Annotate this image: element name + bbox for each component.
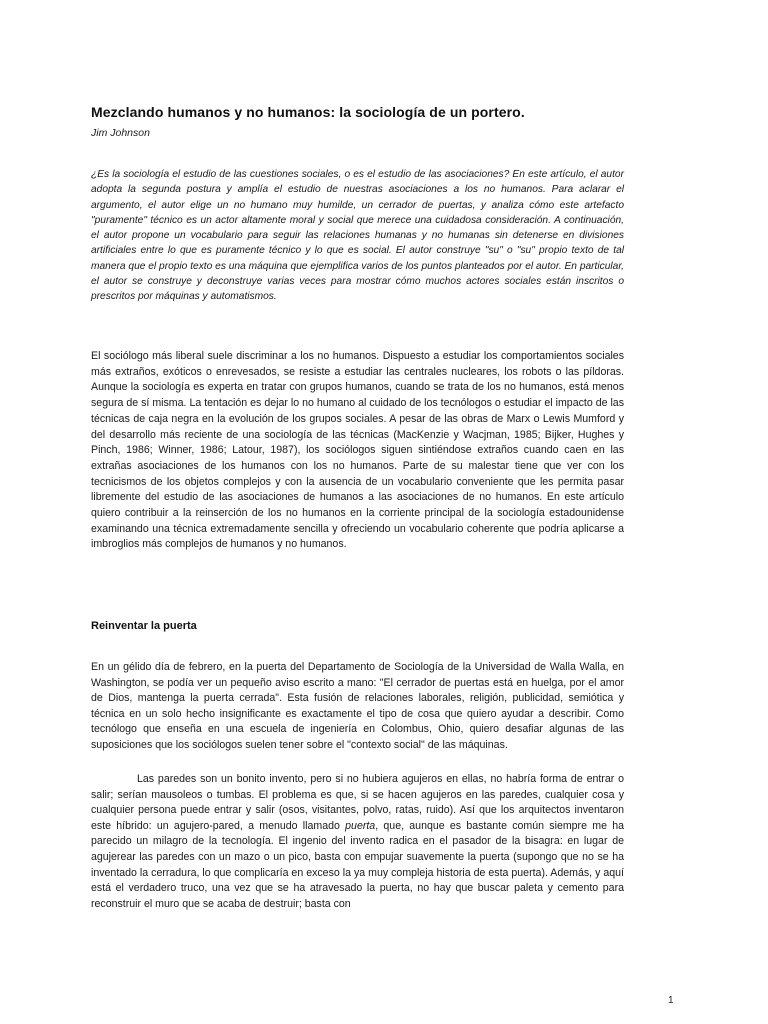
- body-paragraph-1: En un gélido día de febrero, en la puerta del Departamento de Sociología de la Universidad de Walla Walla, en Washington, se podía ver un pequeño aviso escrito a mano: "El cerrador de puertas está en huelga, por el amor de Dios, mantenga la puerta cerrada". Esta fusión de relaciones laborales, religión, publicidad, semiótica y técnica en un solo hecho insignificante es exactamente el tipo de cosa que quiero ayudar a describir. Como tecnólogo que enseña en una escuela de ingeniería en Colombus, Ohio, quiero desafiar algunas de las suposiciones que los sociólogos suelen tener sobre el "contexto social" de las máquinas.: [91, 661, 624, 751]
- intro-paragraph: El sociólogo más liberal suele discriminar a los no humanos. Dispuesto a estudiar los comportamientos sociales más extraños, exóticos o enrevesados, se resiste a estudiar las centrales nucleares, los robots o las píldoras. Aunque la sociología es experta en tratar con grupos humanos, cuando se trata de los no humanos, está menos segura de sí misma. La tentación es dejar lo no humano al cuidado de los tecnólogos o estudiar el impacto de las técnicas de caja negra en la evolución de los grupos sociales. A pesar de las obras de Marx o Lewis Mumford y del desarrollo más reciente de una sociología de las técnicas (MacKenzie y Wacjman, 1985; Bijker, Hughes y Pinch, 1986; Winner, 1986; Latour, 1987), los sociólogos siguen sintiéndose extraños cuando caen en las extrañas asociaciones de los humanos con los no humanos. Parte de su malestar tiene que ver con los tecnicismos de los objetos complejos y con la ausencia de un vocabulario conveniente que les permita pasar libremente del estudio de las asociaciones de humanos a las asociaciones de no humanos. En este artículo quiero contribuir a la reinserción de los no humanos en la corriente principal de la sociología estadounidense examinando una técnica extremadamente sencilla y ofreciendo un vocabulario coherente que podría aplicarse a imbroglios más complejos de humanos y no humanos.: [91, 350, 624, 551]
- italic-term-puerta: puerta: [345, 819, 376, 832]
- author-name: Jim Johnson: [91, 127, 150, 139]
- section-heading: Reinventar la puerta: [91, 620, 197, 632]
- document-title: Mezclando humanos y no humanos: la sociología de un portero.: [91, 104, 525, 120]
- body-paragraph-2-text-end: , que, aunque es bastante común siempre me ha parecido un milagro de la tecnología. El ingenio del invento radica en el pasador de la bisagra: en lugar de agujerear las paredes con un mazo o un pico, basta con empujar suavemente la puerta (supongo que no se ha inventado la cerradura, lo que complicaría en exceso la ya muy compleja historia de esta puerta). Además, y aquí está el verdadero truco, una vez que se ha atravesado la puerta, no hay que buscar paleta y cemento para reconstruir el muro que se acaba de destruir; basta con: [91, 819, 625, 910]
- page-number: 1: [668, 995, 674, 1006]
- body-paragraph-2-text-start: Las paredes son un bonito invento, pero si no hubiera agujeros en ellas, no habría forma de entrar o salir; serían mausoleos o tumbas. El problema es que, si se hacen agujeros en las paredes, cualquier cosa y cualquier persona puede entrar y salir (osos, visitantes, polvo, ratas, ruido). Así que los arquitectos inventaron este híbrido: un agujero-pared, a menudo llamado: [91, 773, 624, 832]
- body-paragraph-2: [91, 772, 624, 912]
- abstract-paragraph: ¿Es la sociología el estudio de las cuestiones sociales, o es el estudio de las asociaciones? En este artículo, el autor adopta la segunda postura y amplía el estudio de nuestras asociaciones a los no humanos. Para aclarar el argumento, el autor elige un no humano muy humilde, un cerrador de puertas, y analiza cómo este artefacto "puramente" técnico es un actor altamente moral y social que merece una cuidadosa consideración. A continuación, el autor propone un vocabulario para seguir las relaciones humanas y no humanas sin detenerse en divisiones artificiales entre lo que es puramente técnico y lo que es social. El autor construye "su" o "su" propio texto de tal manera que el propio texto es una máquina que ejemplifica varios de los puntos planteados por el autor. En particular, el autor se construye y deconstruye varias veces para mostrar cómo muchos actores sociales están inscritos o prescritos por máquinas y automatismos.: [91, 169, 624, 303]
